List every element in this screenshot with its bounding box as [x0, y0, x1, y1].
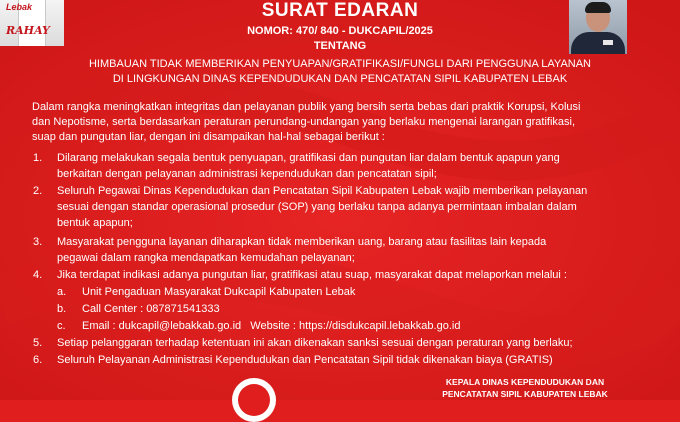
photo-caption-lebak: Lebak: [6, 2, 33, 12]
intro-line: suap dan pungutan liar, dengan ini disampaikan hal-hal sebagai berikut :: [32, 131, 385, 143]
signature-line: KEPALA DINAS KEPENDUDUKAN DAN: [445, 377, 605, 387]
item-number: 5.: [33, 337, 43, 349]
item-number: 3.: [33, 236, 43, 248]
item-3-line: Masyarakat pengguna layanan diharapkan tidak memberikan uang, barang atau fasilitas lain kepada: [57, 236, 547, 248]
sub-item-letter: c.: [57, 320, 66, 332]
document-subject: [0, 57, 680, 87]
document-title: SURAT EDARAN: [261, 0, 419, 21]
sub-item-letter: b.: [57, 303, 67, 315]
item-2-line: Seluruh Pegawai Dinas Kependudukan dan Pencatatan Sipil Kabupaten Lebak wajib memberikan pelayanan: [57, 185, 588, 197]
signature-block: [400, 376, 650, 400]
sub-item-letter: a.: [57, 286, 67, 298]
intro-paragraph: [32, 100, 672, 145]
document-number: NOMOR: 470/ 840 - DUKCAPIL/2025: [247, 25, 433, 37]
item-number: 1.: [33, 152, 43, 164]
item-5-line: Setiap pelanggaran terhadap ketentuan ini akan dikenakan sanksi sesuai dengan peraturan yang berlaku;: [57, 337, 573, 349]
signature-line: PENCATATAN SIPIL KABUPATEN LEBAK: [442, 389, 608, 399]
document-tentang: TENTANG: [313, 40, 367, 52]
item-4-line: Jika terdapat indikasi adanya pungutan liar, gratifikasi atau suap, masyarakat dapat melaporkan melalui :: [57, 269, 567, 281]
item-3-line: pegawai dalam rangka mendapatkan kemudahan pelayanan;: [57, 252, 355, 264]
subject-line: DI LINGKUNGAN DINAS KEPENDUDUKAN DAN PENCATATAN SIPIL KABUPATEN LEBAK: [112, 73, 568, 85]
photo-caption-rahay: RAHAY: [6, 24, 50, 37]
item-number: 6.: [33, 354, 43, 366]
item-1-line: Dilarang melakukan segala bentuk penyuapan, gratifikasi dan pungutan liar dalam bentuk apapun yang: [57, 152, 560, 164]
sub-item-contact-links[interactable]: Email : dukcapil@lebakkab.go.id Website : https://disdukcapil.lebakkab.go.id: [82, 320, 461, 332]
intro-line: dan Nepotisme, serta berdasarkan peraturan perundang-undangan yang berlaku mengenai larangan gratifikasi,: [32, 116, 576, 128]
item-6-line: Seluruh Pelayanan Administrasi Kependudukan dan Pencatatan Sipil tidak dikenakan biaya (GRATIS): [57, 354, 553, 366]
item-1-line: berkaitan dengan pelayanan administrasi kependudukan dan pencatatan sipil;: [57, 168, 437, 180]
subject-line: HIMBAUAN TIDAK MEMBERIKAN PENYUAPAN/GRATIFIKASI/FUNGLI DARI PENGGUNA LAYANAN: [88, 58, 592, 70]
item-2-line: bentuk apapun;: [57, 217, 133, 229]
item-number: 2.: [33, 185, 43, 197]
sub-item-call-center: Call Center : 087871541333: [82, 303, 220, 315]
anti-gratification-logo: [232, 378, 276, 422]
item-number: 4.: [33, 269, 43, 281]
sub-item-text: Unit Pengaduan Masyarakat Dukcapil Kabupaten Lebak: [82, 286, 356, 298]
intro-line: Dalam rangka meningkatkan integritas dan pelayanan publik yang bersih serta bebas dari praktik Korupsi, Kolusi: [32, 101, 581, 113]
item-2-line: sesuai dengan standar operasional prosedur (SOP) yang berlaku tanpa adanya permintaan imbalan dalam: [57, 201, 577, 213]
